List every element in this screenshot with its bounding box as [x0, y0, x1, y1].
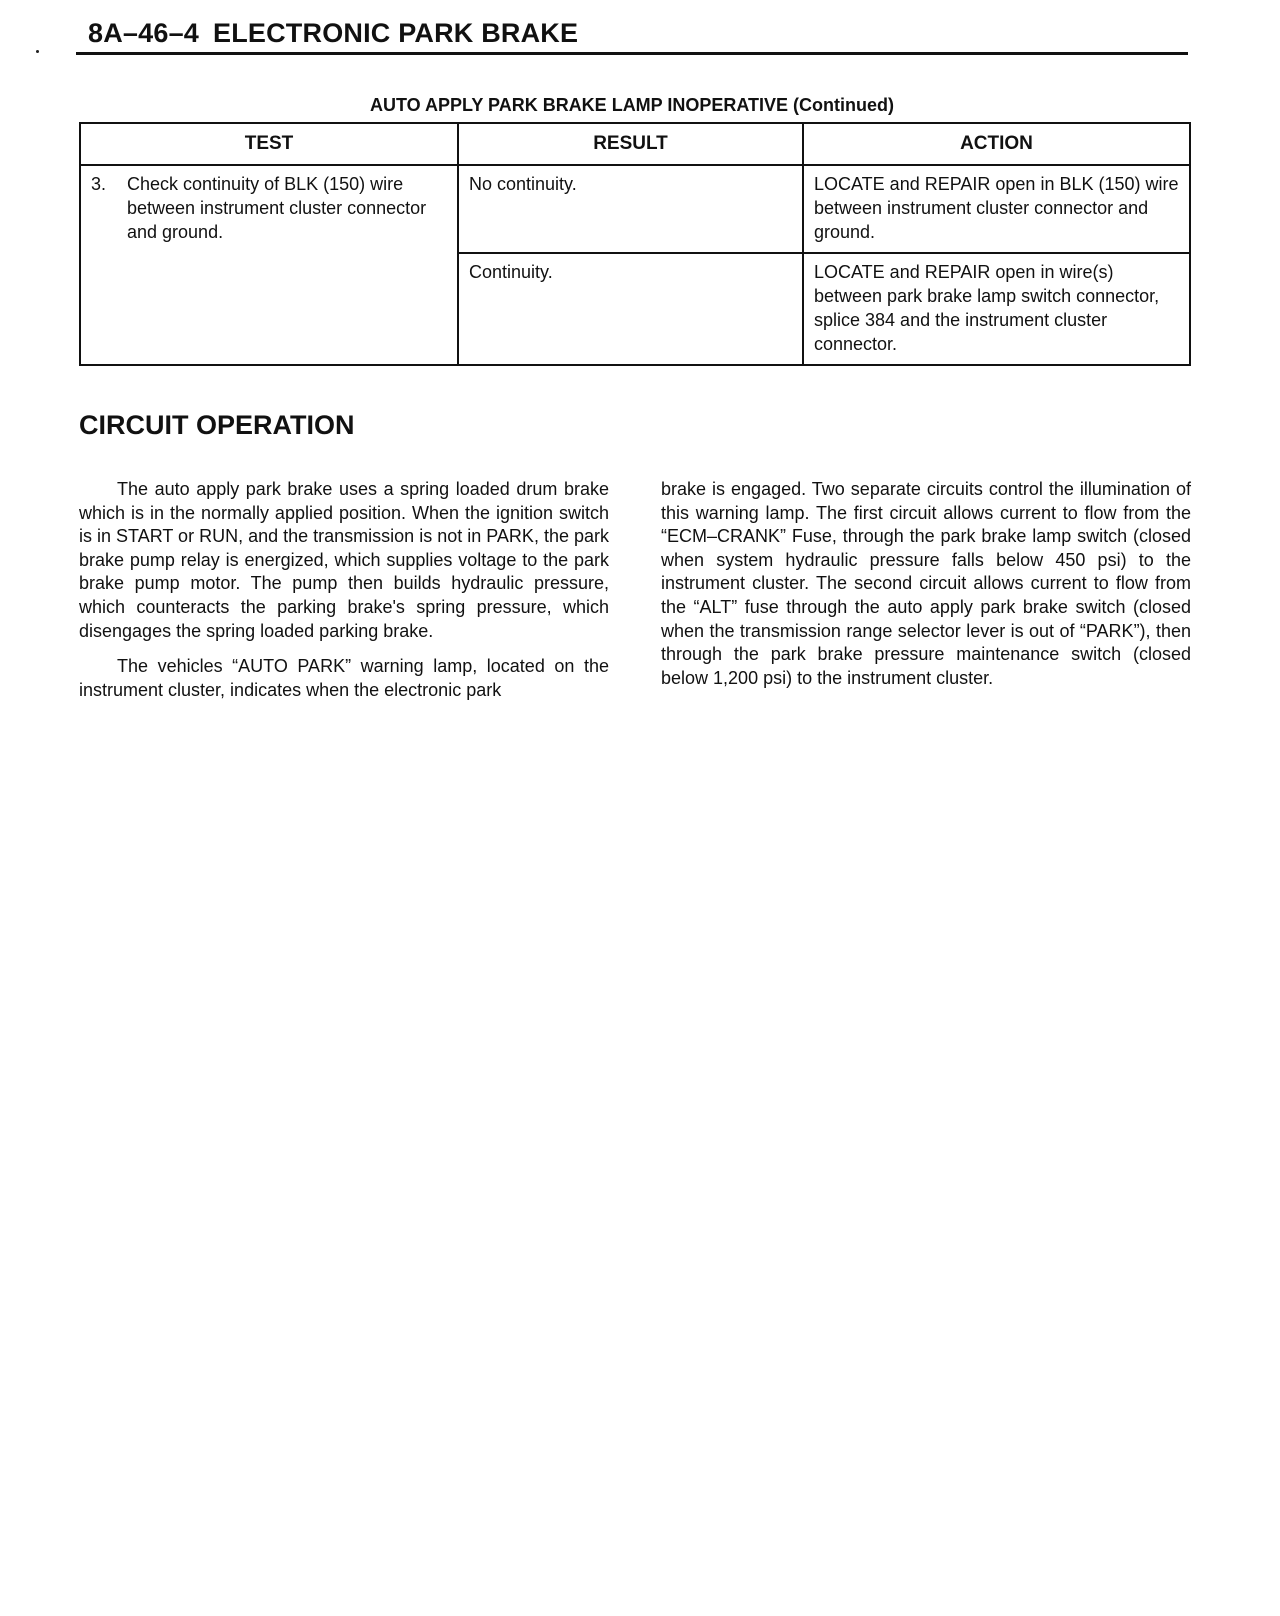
section-heading: CIRCUIT OPERATION [79, 410, 355, 440]
page-header [76, 18, 1188, 55]
text-column-left [79, 478, 609, 714]
header-title [88, 18, 578, 49]
test-description: Check continuity of BLK (150) wire between instrument cluster connector and ground. [127, 174, 427, 242]
action-cell [803, 253, 1190, 365]
test-cell [80, 165, 458, 365]
column-header-result: RESULT [458, 123, 803, 165]
section-title: ELECTRONIC PARK BRAKE [213, 18, 579, 48]
scan-mark [36, 50, 39, 53]
action-text: LOCATE and REPAIR open in BLK (150) wire between instrument cluster connector and ground. [814, 174, 1179, 242]
action-cell [803, 165, 1190, 253]
table-header-row [80, 123, 1190, 165]
page-code: 8A–46–4 [88, 18, 199, 48]
diagnostic-table [79, 122, 1191, 366]
column-header-test: TEST [80, 123, 458, 165]
result-cell [458, 165, 803, 253]
body-paragraph: The auto apply park brake uses a spring loaded drum brake which is in the normally applied position. When the ignition switch is in START or RUN, and the transmission is not in PARK, the park brake pump relay is energized, which supplies voltage to the park brake pump motor. The pump then builds hydraulic pressure, which counteracts the parking brake's spring pressure, which disengages the spring loaded parking brake. [79, 479, 609, 641]
result-text: Continuity. [469, 262, 553, 282]
table-row [80, 165, 1190, 253]
action-text: LOCATE and REPAIR open in wire(s) between park brake lamp switch connector, splice 384 and the instrument cluster connector. [814, 262, 1160, 354]
column-header-action: ACTION [803, 123, 1190, 165]
body-paragraph: brake is engaged. Two separate circuits control the illumination of this warning lamp. The first circuit allows current to flow from the “ECM–CRANK” Fuse, through the park brake lamp switch (closed when system hydraulic pressure falls below 450 psi) to the instrument cluster. The second circuit allows current to flow from the “ALT” fuse through the auto apply park brake switch (closed when the transmission range selector lever is out of “PARK”), then through the park brake pressure maintenance switch (closed below 1,200 psi) to the instrument cluster. [661, 479, 1191, 688]
body-paragraph: The vehicles “AUTO PARK” warning lamp, located on the instrument cluster, indicates when the electronic park [79, 656, 609, 700]
result-text: No continuity. [469, 174, 577, 194]
table-caption: AUTO APPLY PARK BRAKE LAMP INOPERATIVE (Continued) [369, 95, 895, 115]
step-number: 3. [91, 174, 107, 194]
text-column-right [661, 478, 1191, 702]
result-cell [458, 253, 803, 365]
